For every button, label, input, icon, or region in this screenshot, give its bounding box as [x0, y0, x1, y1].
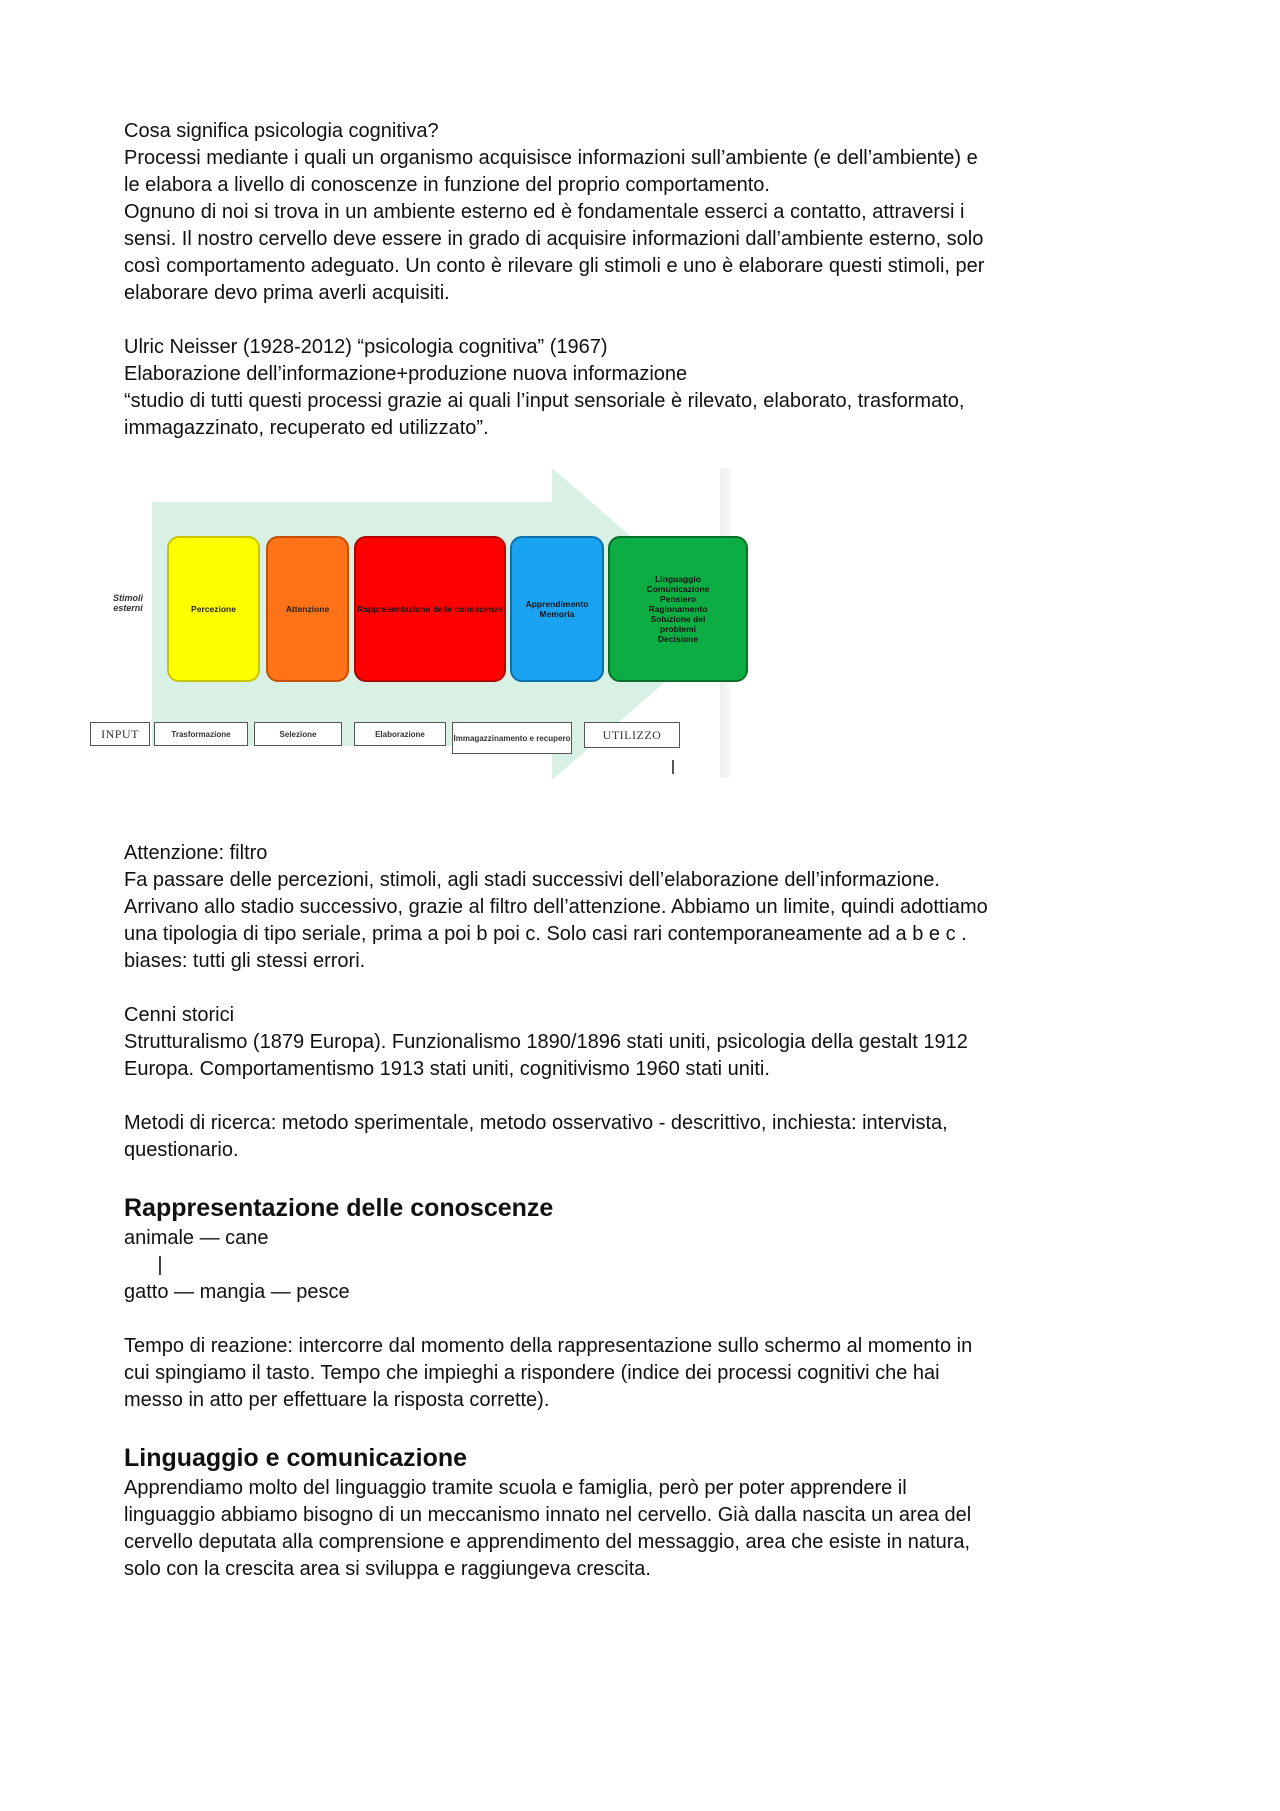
stage-rappresentazione: Rappresentazione delle conoscenze — [354, 536, 506, 682]
tempo-line: cui spingiamo il tasto. Tempo che impieghi a rispondere (indice dei processi cognitivi che hai — [124, 1362, 940, 1384]
neisser-line: immagazzinato, recuperato ed utilizzato”. — [124, 417, 489, 439]
metodi-line: questionario. — [124, 1139, 239, 1161]
rappresentazione-line: | — [124, 1254, 163, 1276]
neisser-line: Ulric Neisser (1928-2012) “psicologia cognitiva” (1967) — [124, 336, 608, 358]
green-stage-line: Soluzione dei — [650, 614, 706, 624]
intro-line: così comportamento adeguato. Un conto è rilevare gli stimoli e uno è elaborare questi stimoli, per — [124, 255, 985, 277]
metodi-line: Metodi di ricerca: metodo sperimentale, metodo osservativo - descrittivo, inchiesta: intervista, — [124, 1112, 948, 1134]
cognitive-process-diagram — [92, 468, 732, 780]
document-page — [101, 118, 1184, 1583]
heading-rappresentazione: Rappresentazione delle conoscenze — [124, 1194, 554, 1222]
neisser-line: Elaborazione dell’informazione+produzione nuova informazione — [124, 363, 688, 385]
rappresentazione-line: animale — cane — [124, 1227, 269, 1249]
stage-apprendimento-memoria: Apprendimento Memoria — [510, 536, 604, 682]
green-stage-line: Comunicazione — [646, 584, 710, 594]
rappresentazione-line: gatto — mangia — pesce — [124, 1281, 350, 1303]
intro-line: elaborare devo prima averli acquisiti. — [124, 282, 450, 304]
label-selezione: Selezione — [254, 722, 342, 746]
linguaggio-line: solo con la crescita area si sviluppa e raggiungeva crescita. — [124, 1558, 651, 1580]
label-trasformazione: Trasformazione — [154, 722, 248, 746]
attenzione-line: Arrivano allo stadio successivo, grazie al filtro dell’attenzione. Abbiamo un limite, quindi adottiamo — [124, 896, 988, 918]
attenzione-line: Attenzione: filtro — [124, 842, 268, 864]
cenni-line: Cenni storici — [124, 1004, 235, 1026]
linguaggio-line: cervello deputata alla comprensione e apprendimento del messaggio, area che esiste in natura, — [124, 1531, 971, 1553]
green-stage-line: Pensiero — [660, 594, 696, 604]
linguaggio-line: Apprendiamo molto del linguaggio tramite scuola e famiglia, però per poter apprendere il — [124, 1477, 907, 1499]
intro-line: Processi mediante i quali un organismo acquisisce informazioni sull’ambiente (e dell’ambiente) e — [124, 147, 978, 169]
cenni-line: Strutturalismo (1879 Europa). Funzionalismo 1890/1896 stati uniti, psicologia della gestalt 1912 — [124, 1031, 968, 1053]
linguaggio-line: linguaggio abbiamo bisogno di un meccanismo innato nel cervello. Già dalla nascita un area del — [124, 1504, 972, 1526]
attenzione-line: biases: tutti gli stessi errori. — [124, 950, 366, 972]
neisser-line: “studio di tutti questi processi grazie ai quali l’input sensoriale è rilevato, elaborato, trasformato, — [124, 390, 965, 412]
intro-line: le elabora a livello di conoscenze in funzione del proprio comportamento. — [124, 174, 770, 196]
attenzione-line: una tipologia di tipo seriale, prima a poi b poi c. Solo casi rari contemporaneamente ad a b e c . — [124, 923, 967, 945]
green-stage-line: Ragionamento — [648, 604, 708, 614]
tempo-line: messo in atto per effettuare la risposta corrette). — [124, 1389, 550, 1411]
stimoli-esterni-label: Stimoli esterni — [112, 593, 143, 613]
green-stage-line: problemi — [660, 624, 696, 634]
green-stage-line: Linguaggio — [655, 574, 701, 584]
stage-linguaggio-pensiero — [608, 536, 748, 682]
figure-tick — [672, 760, 674, 774]
label-elaborazione: Elaborazione — [354, 722, 446, 746]
label-immagazzinamento: Immagazzinamento e recupero — [452, 722, 572, 754]
stage-percezione: Percezione — [167, 536, 260, 682]
attenzione-line: Fa passare delle percezioni, stimoli, agli stadi successivi dell’elaborazione dell’informazione. — [124, 869, 940, 891]
stage-attenzione: Attenzione — [266, 536, 349, 682]
label-utilizzo: UTILIZZO — [584, 722, 680, 748]
cenni-line: Europa. Comportamentismo 1913 stati uniti, cognitivismo 1960 stati uniti. — [124, 1058, 770, 1080]
intro-line: Ognuno di noi si trova in un ambiente esterno ed è fondamentale esserci a contatto, attraversi i — [124, 201, 965, 223]
green-stage-line: Decisione — [657, 634, 699, 644]
intro-line: sensi. Il nostro cervello deve essere in grado di acquisire informazioni dall’ambiente esterno, solo — [124, 228, 984, 250]
tempo-line: Tempo di reazione: intercorre dal momento della rappresentazione sullo schermo al momento in — [124, 1335, 973, 1357]
intro-question: Cosa significa psicologia cognitiva? — [124, 120, 439, 142]
label-input: INPUT — [90, 722, 150, 746]
heading-linguaggio: Linguaggio e comunicazione — [124, 1444, 468, 1472]
